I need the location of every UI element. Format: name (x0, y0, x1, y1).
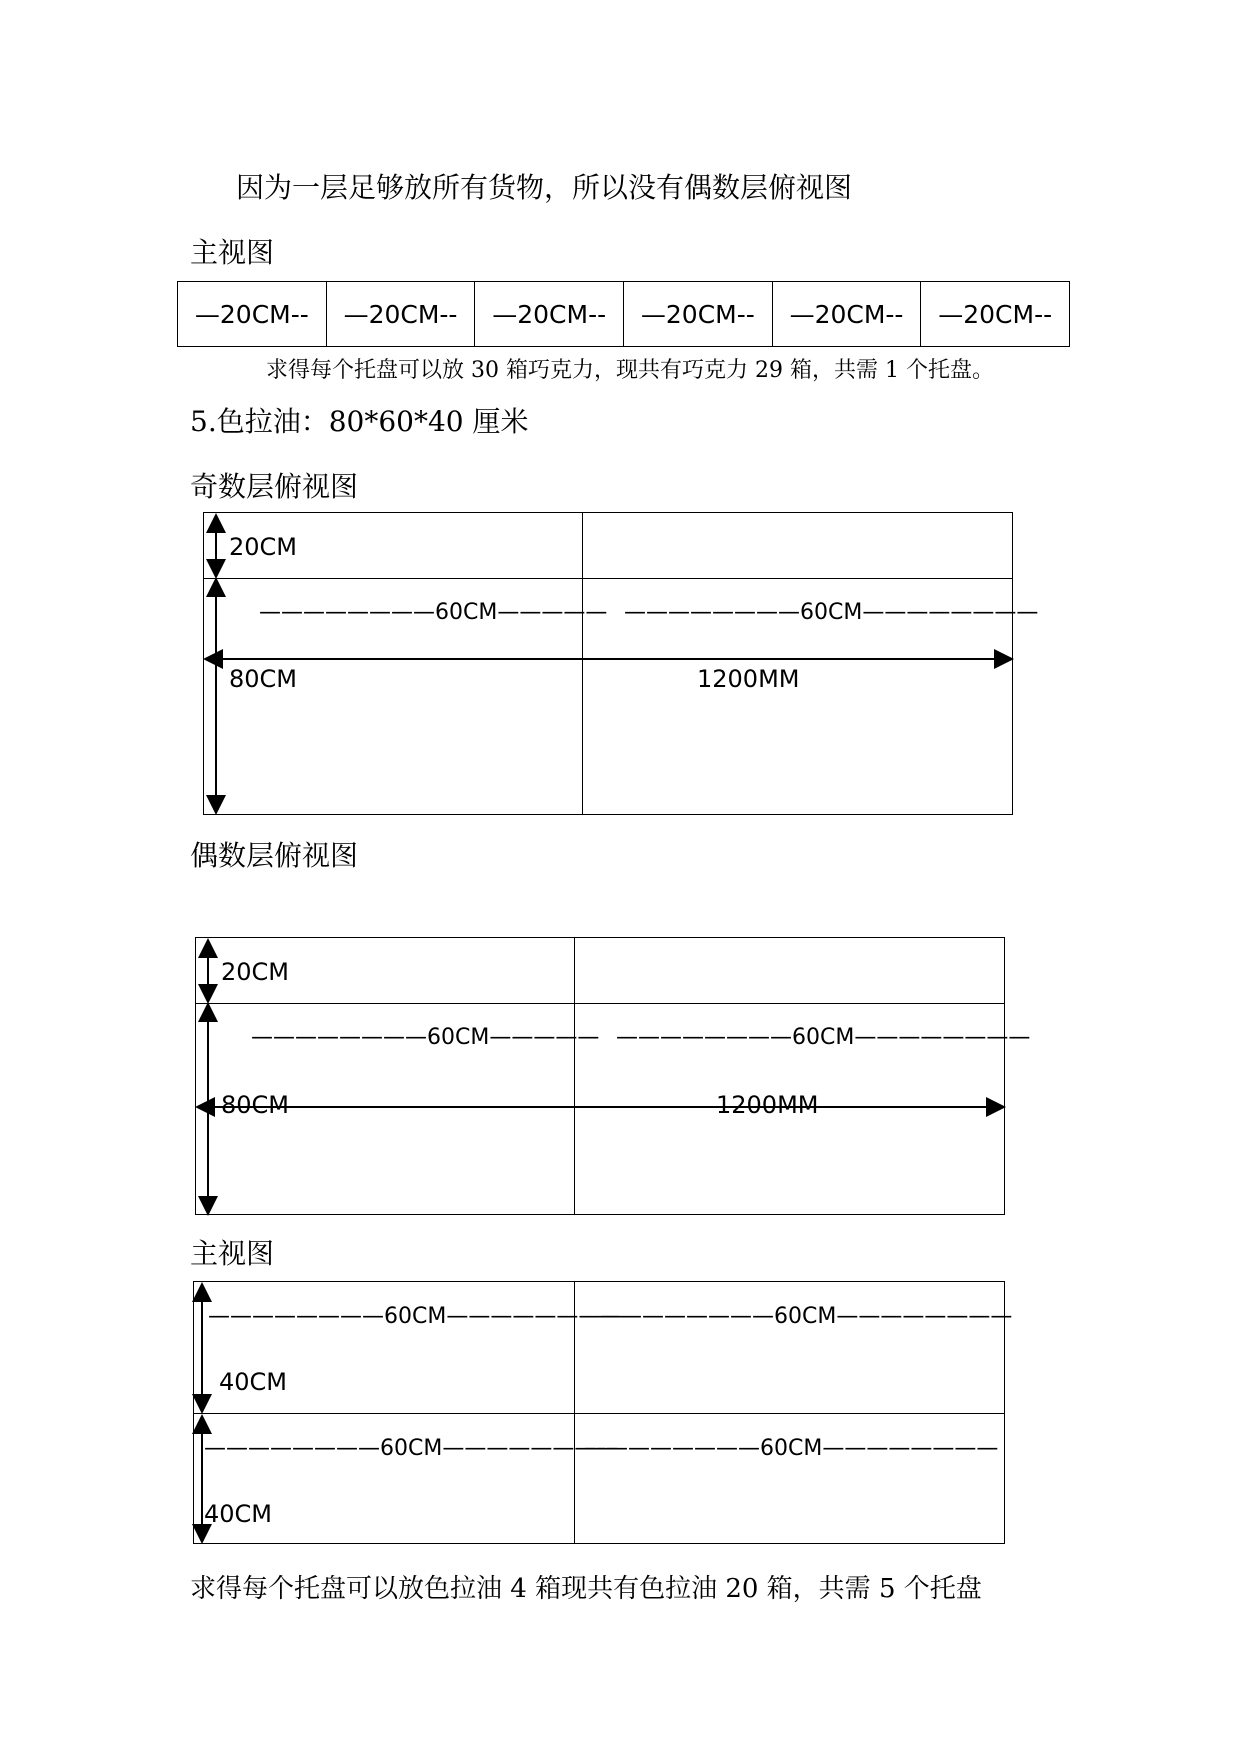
front-view-label: 主视图 (190, 236, 275, 269)
dim-20cm: 20CM (229, 533, 298, 561)
dim-60cm-top-left: ————————60CM———————— (208, 1304, 623, 1329)
dim-60cm-left: ————————60CM————— (251, 1025, 600, 1050)
even-layer-label: 偶数层俯视图 (190, 839, 359, 872)
dim-60cm-right: ————————60CM———————— (616, 1025, 1031, 1050)
dim-60cm-bottom-left: ————————60CM———————— (204, 1436, 619, 1461)
section-heading: 5.色拉油：80*60*40 厘米 (190, 405, 529, 438)
oil-result: 求得每个托盘可以放色拉油 4 箱现共有色拉油 20 箱，共需 5 个托盘 (190, 1574, 982, 1604)
dim-40cm-top: 40CM (219, 1368, 288, 1396)
front-view-strip (177, 281, 1070, 347)
front-view-diagram (193, 1281, 1013, 1544)
strip-cell: —20CM-- (326, 282, 475, 346)
dim-80cm: 80CM (229, 665, 298, 693)
dim-60cm-top-right: ————————60CM———————— (598, 1304, 1013, 1329)
dim-80cm: 80CM (221, 1091, 290, 1119)
chocolate-result: 求得每个托盘可以放 30 箱巧克力，现共有巧克力 29 箱，共需 1 个托盘。 (266, 358, 994, 383)
dimension-arrows (204, 513, 1014, 816)
dim-60cm-left: ————————60CM————— (259, 600, 608, 625)
strip-cell: —20CM-- (194, 299, 309, 329)
even-layer-diagram (195, 937, 1031, 1215)
dim-40cm-bottom: 40CM (204, 1500, 273, 1528)
dim-60cm-bottom-right: ————————60CM———————— (584, 1436, 999, 1461)
intro-line: 因为一层足够放所有货物，所以没有偶数层俯视图 (236, 171, 853, 204)
dim-1200mm: 1200MM (697, 665, 800, 693)
strip-cell: —20CM-- (772, 282, 921, 346)
strip-cell: —20CM-- (474, 282, 623, 346)
dim-60cm-right: ————————60CM———————— (624, 600, 1039, 625)
dim-1200mm: 1200MM (716, 1091, 819, 1119)
front-view-label: 主视图 (190, 1237, 275, 1270)
dim-20cm: 20CM (221, 958, 290, 986)
dimension-arrows (194, 1282, 1006, 1545)
odd-layer-diagram (203, 512, 1039, 815)
odd-layer-label: 奇数层俯视图 (190, 470, 359, 503)
strip-cell: —20CM-- (920, 282, 1069, 346)
dimension-arrows (196, 938, 1006, 1216)
strip-cell: —20CM-- (623, 282, 772, 346)
